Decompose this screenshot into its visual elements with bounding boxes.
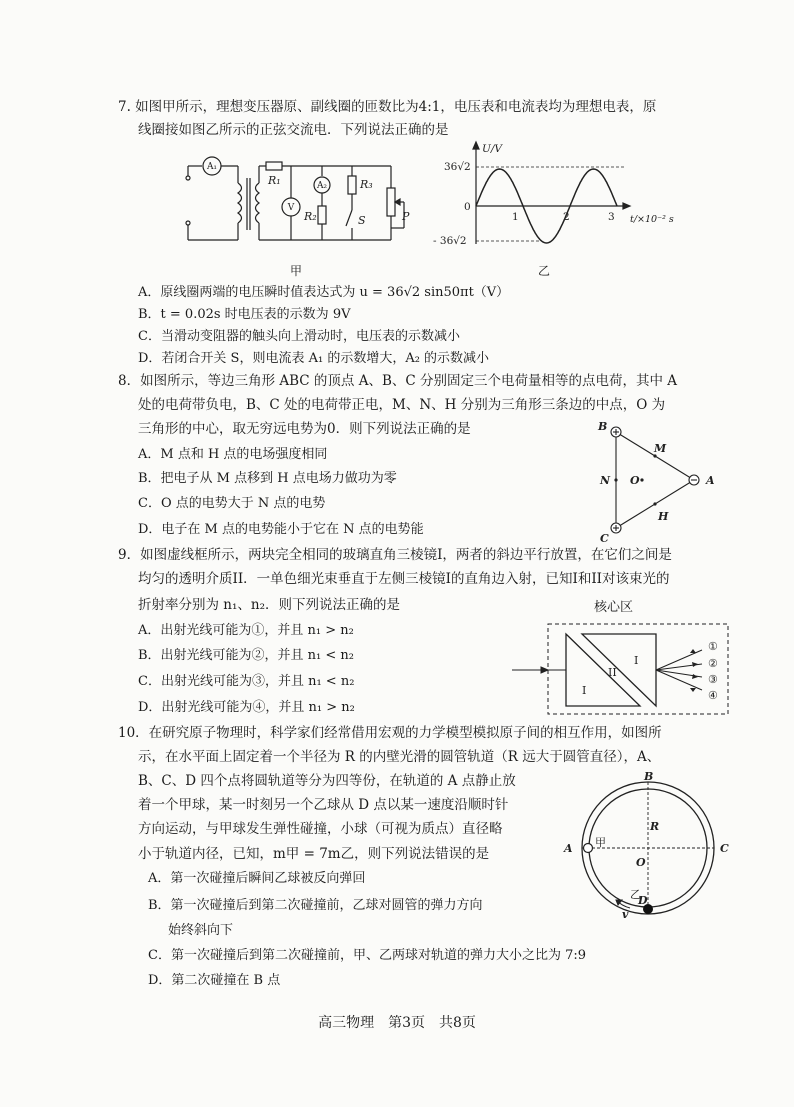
q10-line5: 方向运动，与甲球发生弹性碰撞，小球（可视为质点）直径略 [138,821,503,837]
q7-circuit-diagram [176,148,416,260]
q8-line3: 三角形的中心，取无穷远电势为0．则下列说法正确的是 [138,421,471,437]
graph-ymax: 36√2 [444,161,471,173]
label-o: O [630,474,640,487]
graph-t1: 1 [512,211,519,223]
label-prism-i-left: I [582,684,587,697]
q10-option-c: C．第一次碰撞后到第二次碰撞前，甲、乙两球对轨道的弹力大小之比为 7:9 [148,948,587,963]
label-r1: R₁ [268,174,281,187]
q10-option-b1: B．第一次碰撞后到第二次碰撞前，乙球对圆管的弹力方向 [148,898,483,913]
graph-origin: 0 [464,201,471,213]
q7-voltage-graph [430,140,680,252]
q10-line6: 小于轨道内径，已知，m甲 = 7m乙，则下列说法错误的是 [138,846,490,862]
q8-triangle-diagram [590,414,730,544]
graph-t3: 3 [608,211,615,223]
q8-option-c: C．O 点的电势大于 N 点的电势 [138,496,326,511]
q10-line2: 示，在水平面上固定着一个半径为 R 的内壁光滑的圆管轨道（R 远大于圆管直径），A、 [138,749,661,765]
q7-line2: 线圈接如图乙所示的正弦交流电．下列说法正确的是 [138,122,449,138]
q7-option-b: B．t = 0.02s 时电压表的示数为 9V [138,307,351,322]
q9-fig-title: 核心区 [594,600,634,615]
label-b: B [644,770,654,783]
q10-option-d: D．第二次碰撞在 B 点 [148,973,281,988]
graph-t2: 2 [563,211,570,223]
label-s: S [358,214,366,227]
graph-ylabel: U/V [482,143,502,155]
q7-line1: 7. 如图甲所示，理想变压器原、副线圈的匝数比为4:1，电压表和电流表均为理想电表，原 [118,99,657,115]
graph-ymin: - 36√2 [433,235,467,247]
q10-option-b2: 始终斜向下 [168,923,234,938]
label-r: R [650,820,660,833]
label-ray-2: ② [708,657,718,670]
q7-option-d: D．若闭合开关 S，则电流表 A₁ 的示数增大，A₂ 的示数减小 [138,351,490,366]
q8-option-b: B．把电子从 M 点移到 H 点电场力做功为零 [138,471,397,486]
label-h: H [658,510,669,523]
label-yi: 乙 [630,888,641,901]
label-r2: R₂ [304,210,317,223]
label-v: v [622,908,629,920]
core-dashed-box [548,624,728,714]
q9-line3: 折射率分别为 n₁、n₂．则下列说法正确的是 [138,597,401,613]
ball-jia-icon [584,844,593,853]
q8-option-d: D．电子在 M 点的电势能小于它在 N 点的电势能 [138,522,424,537]
label-a: A [564,842,573,855]
graph-xlabel: t/×10⁻² s [630,214,674,225]
right-prism [582,634,656,706]
q10-line4: 着一个甲球，某一时刻另一个乙球从 D 点以某一速度沿顺时针 [138,797,509,813]
label-prism-i-right: I [634,654,639,667]
fig-jia-caption: 甲 [290,264,303,278]
switch-s [346,210,352,226]
q7-option-c: C．当滑动变阻器的触头向上滑动时，电压表的示数减小 [138,329,460,344]
resistor-r3 [348,176,356,194]
q9-line2: 均匀的透明介质II．一单色细光束垂直于左侧三棱镜I的直角边入射，已知I和II对该束光的 [138,571,670,587]
q10-ring-diagram [560,770,740,920]
label-b: B [598,420,608,433]
label-ray-3: ③ [708,673,718,686]
label-c: C [600,532,609,544]
q9-option-c: C．出射光线可能为③，并且 n₁ < n₂ [138,674,355,689]
q9-option-b: B．出射光线可能为②，并且 n₁ < n₂ [138,648,355,663]
q9-option-d: D．出射光线可能为④，并且 n₁ > n₂ [138,700,355,715]
secondary-coil [256,183,260,223]
q9-line1: 9．如图虚线框所示，两块完全相同的玻璃直角三棱镜I，两者的斜边平行放置，在它们之间是 [118,547,672,563]
label-r3: R₃ [360,178,373,191]
label-a2: A₂ [316,181,328,191]
resistor-r2 [318,206,326,224]
q7-option-a: A．原线圈两端的电压瞬时值表达式为 u = 36√2 sin50πt（V） [138,285,510,300]
label-d: D [638,894,648,907]
rheostat [387,188,395,216]
label-p: P [402,210,410,223]
terminal-top [186,176,190,180]
label-m: M [654,442,667,455]
label-jia: 甲 [595,836,606,849]
label-n: N [600,474,611,487]
label-a1: A₁ [206,162,218,172]
label-o: O [636,856,646,869]
primary-coil [238,183,242,223]
q9-option-a: A．出射光线可能为①，并且 n₁ > n₂ [138,623,354,638]
label-v: V [287,203,295,213]
q8-line2: 处的电荷带负电，B、C 处的电荷带正电，M、N、H 分别为三角形三条边的中点，O 为 [138,397,666,413]
q10-line3: B、C、D 四个点将圆轨道等分为四等份，在轨道的 A 点静止放 [138,773,516,789]
label-medium-ii: II [608,666,617,679]
q8-option-a: A．M 点和 H 点的电场强度相同 [138,447,328,462]
q9-prism-diagram [512,620,734,720]
q10-option-a: A．第一次碰撞后瞬间乙球被反向弹回 [148,871,366,886]
q8-line1: 8．如图所示，等边三角形 ABC 的顶点 A、B、C 分别固定三个电荷量相等的点电荷，其中 A [118,373,678,389]
label-ray-1: ① [708,640,718,653]
terminal-bottom [186,221,190,225]
label-a: A [706,474,715,487]
label-c: C [720,842,729,855]
fig-yi-caption: 乙 [538,264,551,278]
label-ray-4: ④ [708,689,718,702]
page-footer: 高三物理 第3页 共8页 [318,1015,476,1031]
resistor-r1 [266,162,282,170]
q10-line1: 10．在研究原子物理时，科学家们经常借用宏观的力学模型模拟原子间的相互作用，如图所 [118,725,662,741]
